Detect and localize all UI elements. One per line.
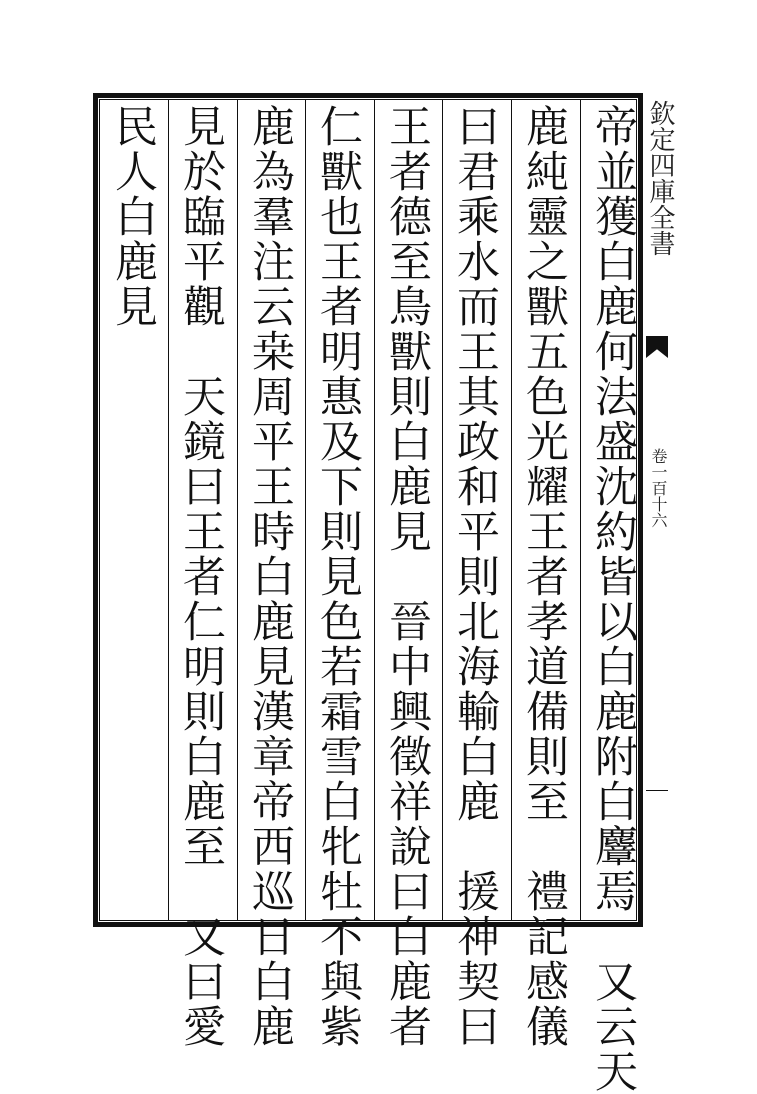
column-text: 鹿純靈之獸五色光耀王者孝道備則至 禮記感儀 [519,104,569,1049]
column-divider [168,99,169,921]
text-column-5 [307,104,369,1049]
column-text: 曰君乘水而王其政和平則北海輸白鹿 援神契曰 [450,104,500,1049]
text-column-1 [582,104,644,1094]
column-divider [580,99,581,921]
column-text: 仁獸也王者明惠及下則見色若霜雪白牝牡不與紫 [313,104,363,1049]
text-column-3 [444,104,506,1049]
column-text: 民人白鹿見 [108,104,158,329]
column-divider [237,99,238,921]
juan-number: 卷一百十六 [649,448,668,528]
text-column-4 [376,104,438,1049]
text-column-8 [102,104,164,919]
text-column-6 [239,104,301,1049]
book-title: 欽定四庫全書 [645,100,675,256]
column-divider [442,99,443,921]
margin-rule [646,790,668,791]
column-divider [511,99,512,921]
column-text: 鹿為羣注云桒周平王時白鹿見漢章帝西巡日白鹿 [245,104,295,1049]
column-text: 帝並獲白鹿何法盛沈約皆以白鹿附白麞焉 又云天 [588,104,638,1094]
text-column-7 [170,104,232,1049]
column-text: 王者德至鳥獸則白鹿見 晉中興徵祥說曰白鹿者 [382,104,432,1049]
text-column-2 [513,104,575,1049]
column-text: 見於臨平觀 天鏡曰王者仁明則白鹿至 又曰愛 [176,104,226,1049]
column-divider [305,99,306,921]
column-divider [374,99,375,921]
